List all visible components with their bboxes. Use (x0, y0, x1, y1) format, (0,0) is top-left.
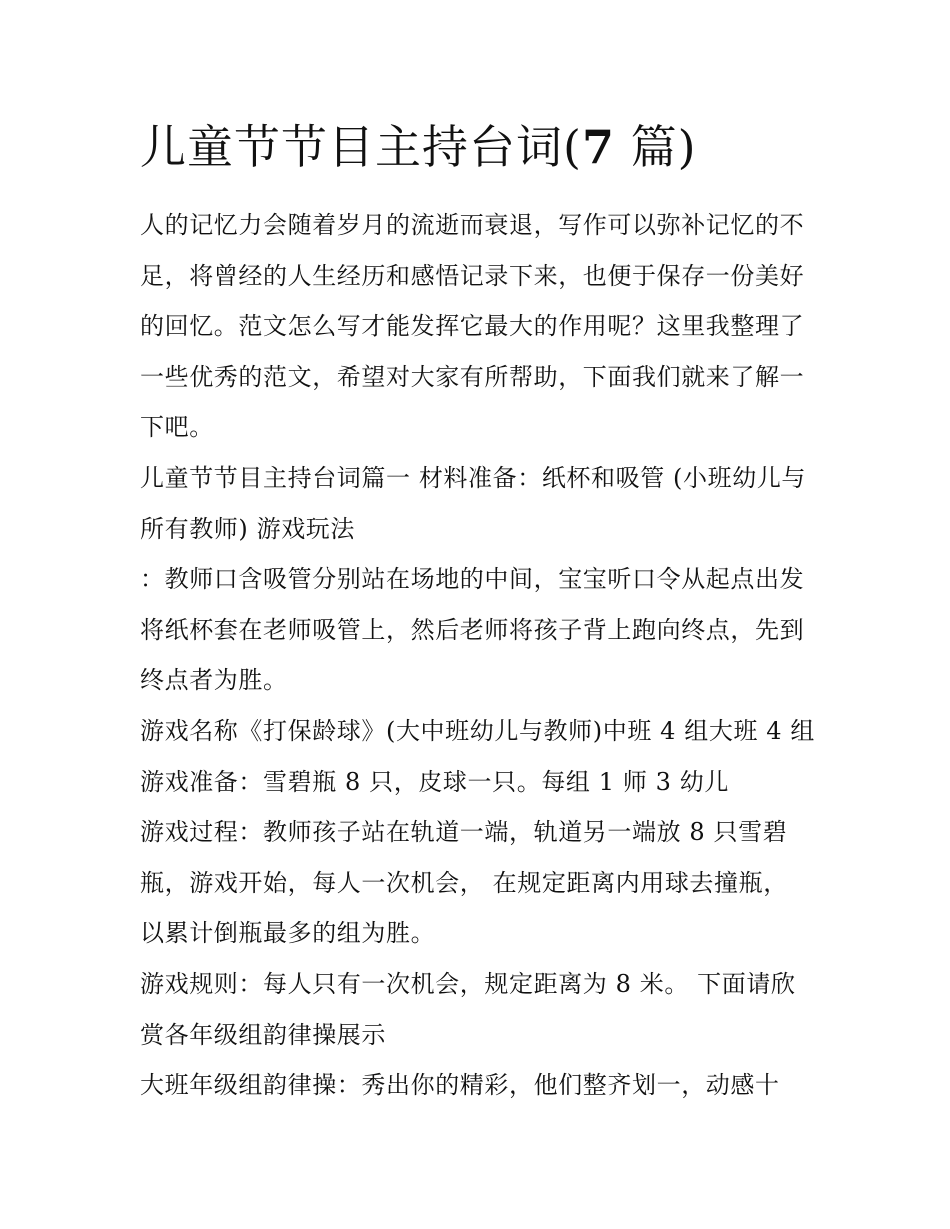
text-line: 足，将曾经的人生经历和感悟记录下来，也便于保存一份美好 (140, 261, 805, 290)
paragraph (140, 453, 812, 554)
text-line: 赏各年级组韵律操展示 (140, 1020, 386, 1049)
text-line: ：教师口含吸管分别站在场地的中间，宝宝听口令从起点出发 (140, 565, 805, 594)
text-line: 瓶，游戏开始，每人一次机会， 在规定距离内用球去撞瓶， (140, 868, 788, 897)
document-title (140, 114, 840, 180)
text-line: 游戏准备：雪碧瓶 8 只，皮球一只。每组 1 师 3 幼儿 (140, 767, 729, 796)
paragraph (140, 959, 812, 1060)
text-line: 游戏名称《打保龄球》(大中班幼儿与教师)中班 4 组大班 4 组 (140, 716, 815, 745)
text-line: 以累计倒瓶最多的组为胜。 (140, 919, 436, 948)
title-paren: ( (563, 120, 582, 174)
text-line: 终点者为胜。 (140, 666, 288, 695)
text-line: 的回忆。范文怎么写才能发挥它最大的作用呢？这里我整理了 (140, 312, 805, 341)
text-line: 大班年级组韵律操：秀出你的精彩，他们整齐划一，动感十 (140, 1071, 780, 1100)
text-line: 下吧。 (140, 413, 214, 442)
text-line: 儿童节节目主持台词篇一 材料准备：纸杯和吸管 (小班幼儿与 (140, 463, 807, 492)
paragraph (140, 554, 812, 706)
text-line: 游戏规则：每人只有一次机会，规定距离为 8 米。 下面请欣 (140, 969, 796, 998)
document-body (140, 200, 815, 1111)
text-line: 游戏过程：教师孩子站在轨道一端，轨道另一端放 8 只雪碧 (140, 818, 788, 847)
paragraph (140, 1060, 812, 1111)
title-suffix: 篇) (614, 120, 697, 174)
paragraph (140, 706, 815, 757)
title-number: 7 (581, 120, 615, 174)
text-line: 人的记忆力会随着岁月的流逝而衰退，写作可以弥补记忆的不 (140, 211, 805, 239)
paragraph (140, 757, 812, 808)
text-line: 将纸杯套在老师吸管上，然后老师将孩子背上跑向终点，先到 (140, 615, 805, 644)
text-line: 所有教师) 游戏玩法 (140, 514, 355, 543)
paragraph (140, 200, 812, 453)
title-text: 儿童节节目主持台词 (140, 120, 563, 174)
text-line: 一些优秀的范文，希望对大家有所帮助，下面我们就来了解一 (140, 362, 805, 391)
paragraph (140, 807, 812, 959)
